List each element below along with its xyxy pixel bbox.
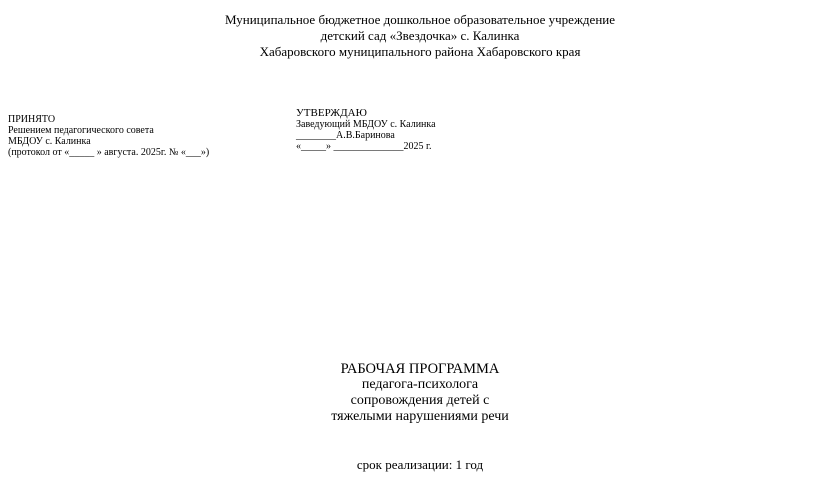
program-subtitle-line: сопровождения детей с (350, 393, 490, 408)
program-subtitle-line: тяжелыми нарушениями речи (331, 409, 509, 424)
approved-date-line: «_____» ______________2025 г. (296, 141, 432, 152)
program-title: РАБОЧАЯ ПРОГРАММА (340, 361, 500, 377)
kindergarten-name-line: детский сад «Звездочка» с. Калинка (320, 28, 520, 43)
implementation-term: срок реализации: 1 год (356, 457, 484, 472)
accepted-org-line: МБДОУ с. Калинка (8, 136, 91, 147)
district-line: Хабаровского муниципального района Хабаровского края (259, 44, 581, 59)
program-subtitle-line: педагога-психолога (361, 377, 479, 392)
accepted-heading: ПРИНЯТО (8, 114, 56, 125)
accepted-block (8, 114, 209, 158)
approved-heading: УТВЕРЖДАЮ (296, 107, 367, 119)
approved-position-line: Заведующий МБДОУ с. Калинка (296, 119, 436, 130)
institution-name-line: Муниципальное бюджетное дошкольное образовательное учреждение (225, 12, 615, 27)
program-title-block (0, 361, 816, 425)
accepted-council-line: Решением педагогического совета (8, 125, 154, 136)
approved-signature-line: ________А.В.Баринова (296, 130, 395, 141)
accepted-protocol-line: (протокол от «_____ » августа. 2025г. № «___») (8, 147, 210, 158)
institution-header (0, 12, 816, 60)
approved-block (296, 107, 436, 152)
